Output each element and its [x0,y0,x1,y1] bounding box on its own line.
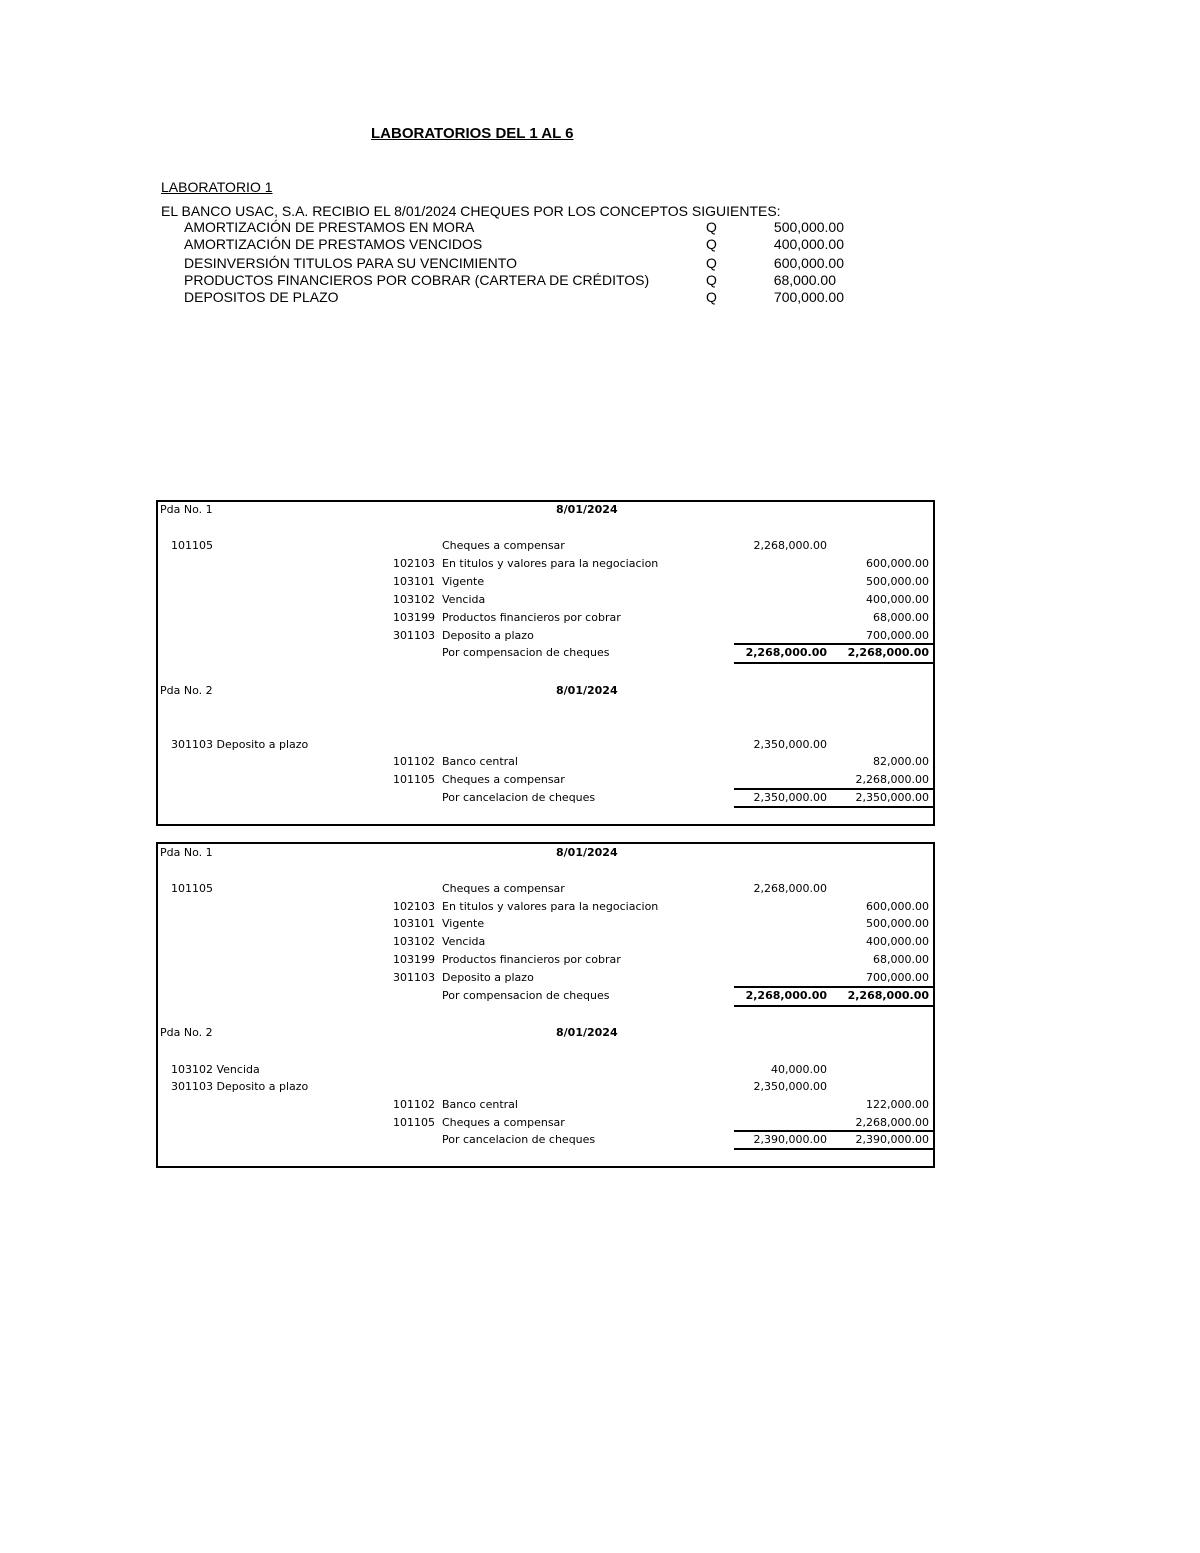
concept-amount: 700,000.00 [773,289,844,305]
credit-amount: 68,000.00 [873,611,929,624]
account-name: Cheques a compensar [442,773,565,786]
credit-row [158,574,933,592]
account-name: Vigente [442,917,485,930]
credit-row [158,899,933,917]
account-code: 103101 [393,917,435,930]
account-name: Productos financieros por cobrar [442,953,621,966]
account-name: Banco central [442,755,518,768]
credit-amount: 500,000.00 [866,917,929,930]
total-debit: 2,350,000.00 [753,791,827,804]
double-rule [734,1148,935,1150]
entry-concept: Por compensacion de cheques [442,989,610,1002]
currency-symbol: Q [706,219,717,235]
intro-text: EL BANCO USAC, S.A. RECIBIO EL 8/01/2024 CHEQUES POR LOS CONCEPTOS SIGUIENTES: [161,203,781,219]
total-row [158,988,933,1006]
credit-amount: 68,000.00 [873,953,929,966]
account-name: 301103 Deposito a plazo [171,1080,309,1093]
concept-amount: 600,000.00 [773,255,844,271]
total-credit: 2,268,000.00 [847,646,929,659]
total-credit: 2,390,000.00 [855,1133,929,1146]
total-credit: 2,268,000.00 [847,989,929,1002]
concept-desc: AMORTIZACIÓN DE PRESTAMOS EN MORA [184,219,475,235]
concept-line [0,289,1200,307]
double-rule [734,1005,935,1007]
credit-amount: 400,000.00 [866,935,929,948]
credit-amount: 82,000.00 [873,755,929,768]
double-rule [734,662,935,664]
debit-row [158,881,933,899]
entry-header [158,683,933,701]
entry-header [158,502,933,520]
credit-amount: 500,000.00 [866,575,929,588]
concept-amount: 500,000.00 [773,219,844,235]
concept-line [0,236,1200,254]
account-code: 101105 [393,773,435,786]
account-name: En titulos y valores para la negociacion [442,900,659,913]
total-debit: 2,390,000.00 [753,1133,827,1146]
account-name: 103102 Vencida [171,1063,260,1076]
credit-row [158,556,933,574]
entry-number: Pda No. 1 [160,846,213,859]
account-name: En titulos y valores para la negociacion [442,557,659,570]
debit-amount: 40,000.00 [771,1063,827,1076]
account-code: 103102 [393,935,435,948]
account-code: 103199 [393,953,435,966]
concept-amount: 68,000.00 [773,272,836,288]
account-name: Cheques a compensar [442,539,565,552]
entry-header [158,1025,933,1043]
credit-row [158,754,933,772]
credit-row [158,916,933,934]
total-row [158,645,933,663]
concept-line [0,255,1200,273]
account-code: 301103 [393,629,435,642]
account-code: 103199 [393,611,435,624]
account-code: 103102 [393,593,435,606]
credit-amount: 122,000.00 [866,1098,929,1111]
account-code: 301103 [393,971,435,984]
account-name: Vencida [442,593,486,606]
account-code: 102103 [393,557,435,570]
entry-concept: Por cancelacion de cheques [442,791,596,804]
entry-number: Pda No. 1 [160,503,213,516]
account-name: Deposito a plazo [442,971,534,984]
account-name: Deposito a plazo [442,629,534,642]
entry-date: 8/01/2024 [556,846,618,859]
account-code: 102103 [393,900,435,913]
entry-date: 8/01/2024 [556,503,618,516]
concept-line [0,219,1200,237]
account-code: 101105 [171,882,213,895]
credit-amount: 600,000.00 [866,900,929,913]
journal-box-1 [156,500,935,826]
credit-amount: 700,000.00 [866,629,929,642]
account-name: Vigente [442,575,485,588]
double-rule [734,806,935,808]
debit-amount: 2,268,000.00 [753,882,827,895]
currency-symbol: Q [706,255,717,271]
currency-symbol: Q [706,289,717,305]
credit-row [158,952,933,970]
total-debit: 2,268,000.00 [745,989,827,1002]
account-name: Cheques a compensar [442,882,565,895]
account-name: Banco central [442,1098,518,1111]
account-name: Productos financieros por cobrar [442,611,621,624]
account-code: 101105 [171,539,213,552]
account-code: 101102 [393,755,435,768]
account-name: Cheques a compensar [442,1116,565,1129]
debit-amount: 2,350,000.00 [753,738,827,751]
concept-desc: DESINVERSIÓN TITULOS PARA SU VENCIMIENTO [184,255,517,271]
credit-amount: 700,000.00 [866,971,929,984]
journal-box-2 [156,842,935,1168]
total-debit: 2,268,000.00 [745,646,827,659]
debit-row [158,1062,933,1080]
concept-line [0,272,1200,290]
lab-label: LABORATORIO 1 [161,179,273,195]
concept-desc: PRODUCTOS FINANCIEROS POR COBRAR (CARTERA DE CRÉDITOS) [184,272,650,288]
credit-row [158,1097,933,1115]
credit-amount: 2,268,000.00 [855,773,929,786]
credit-row [158,610,933,628]
debit-row [158,538,933,556]
currency-symbol: Q [706,272,717,288]
debit-amount: 2,350,000.00 [753,1080,827,1093]
debit-row [158,1079,933,1097]
entry-date: 8/01/2024 [556,1026,618,1039]
account-code: 103101 [393,575,435,588]
debit-amount: 2,268,000.00 [753,539,827,552]
account-name: 301103 Deposito a plazo [171,738,309,751]
concept-desc: AMORTIZACIÓN DE PRESTAMOS VENCIDOS [184,236,483,252]
account-name: Vencida [442,935,486,948]
entry-header [158,845,933,863]
total-credit: 2,350,000.00 [855,791,929,804]
credit-row [158,934,933,952]
debit-row [158,737,933,755]
account-code: 101105 [393,1116,435,1129]
credit-amount: 600,000.00 [866,557,929,570]
entry-concept: Por cancelacion de cheques [442,1133,596,1146]
entry-date: 8/01/2024 [556,684,618,697]
credit-amount: 400,000.00 [866,593,929,606]
concept-desc: DEPOSITOS DE PLAZO [184,289,339,305]
account-code: 101102 [393,1098,435,1111]
entry-number: Pda No. 2 [160,1026,213,1039]
page-title: LABORATORIOS DEL 1 AL 6 [371,125,574,142]
credit-amount: 2,268,000.00 [855,1116,929,1129]
concept-amount: 400,000.00 [773,236,844,252]
entry-number: Pda No. 2 [160,684,213,697]
currency-symbol: Q [706,236,717,252]
entry-concept: Por compensacion de cheques [442,646,610,659]
credit-row [158,592,933,610]
